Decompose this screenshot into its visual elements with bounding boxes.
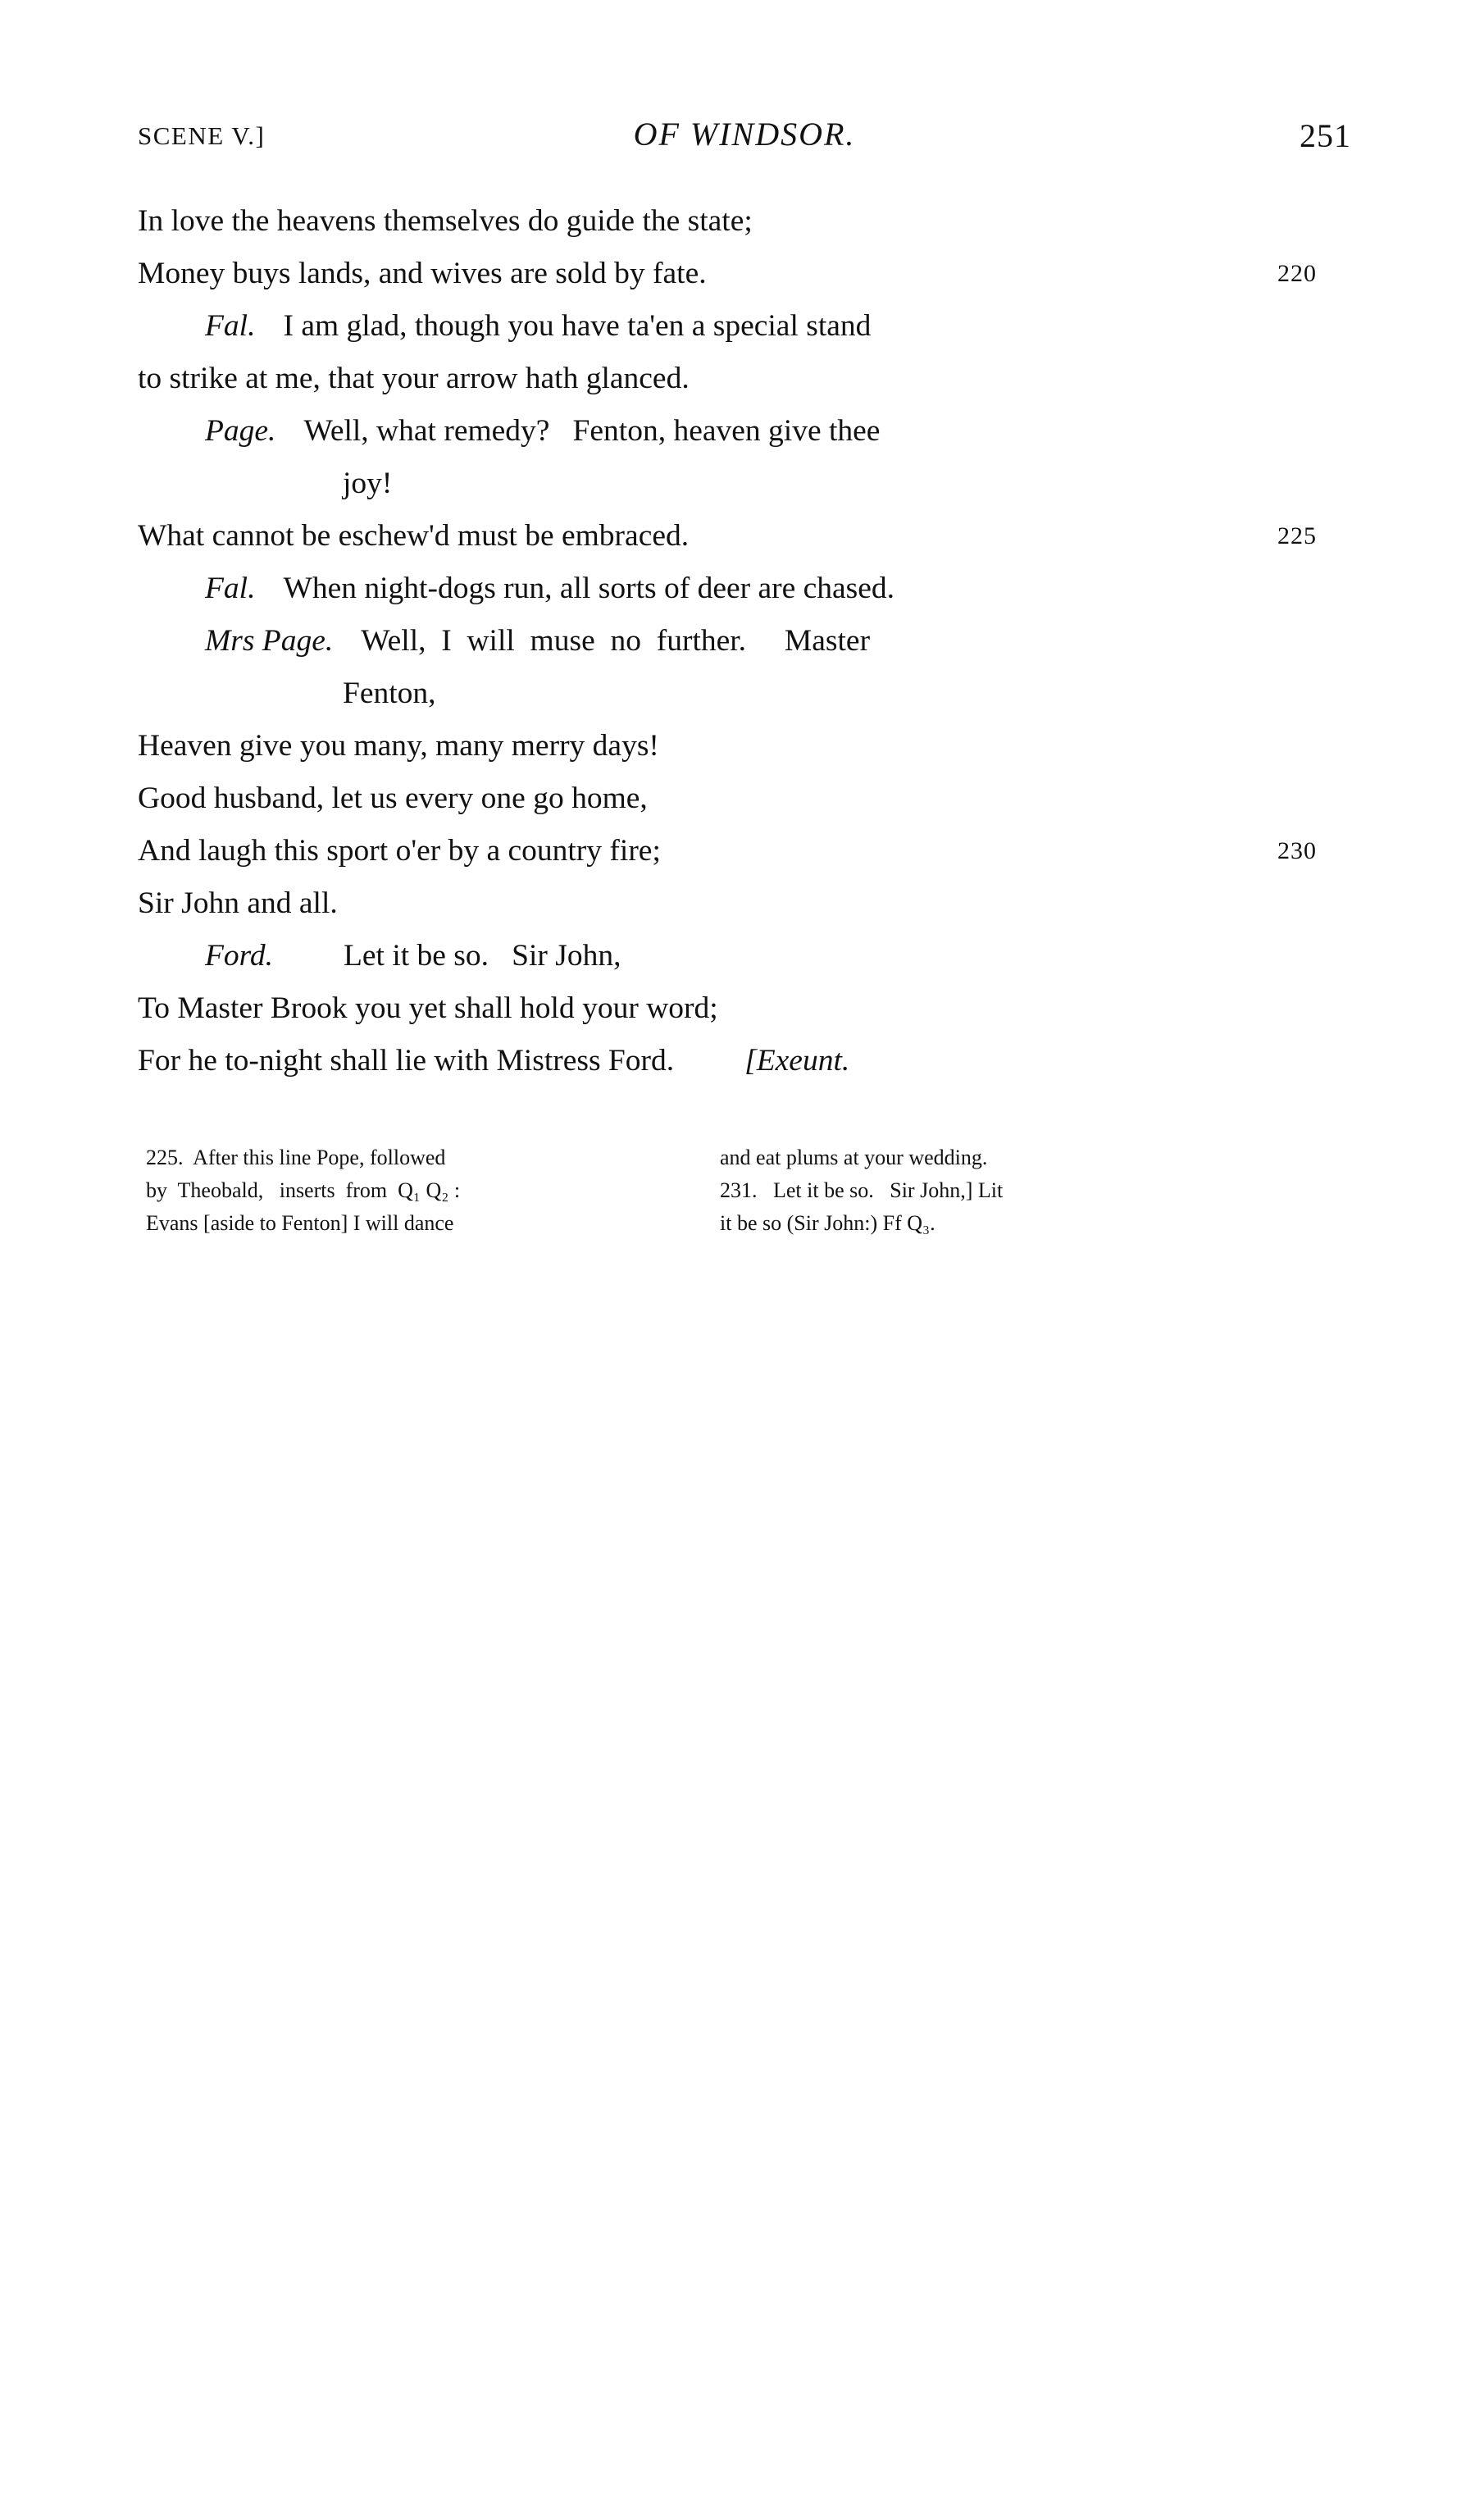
verse-text: to strike at me, that your arrow hath glanced. [138,362,690,395]
running-head [138,115,1351,164]
scene-marker: SCENE V.] [138,121,266,150]
verse-body [138,195,1317,1087]
verse-line [138,458,1286,510]
line-number: 230 [1277,837,1317,864]
verse-line [138,982,1286,1035]
verse-line [138,877,1286,930]
verse-line [138,825,1317,877]
note-line: by Theobald, inserts from Q₁ Q₂ : [146,1178,461,1202]
note-line: Evans [aside to Fenton] I will dance [146,1211,454,1235]
notes-column-left [146,1141,687,1240]
verse-text: Good husband, let us every one go home, [138,781,648,815]
page-title: OF WINDSOR. [633,116,856,153]
verse-line [138,930,1286,982]
note-line: it be so (Sir John:) Ff Q₃. [720,1211,935,1235]
stage-direction: [Exeunt. [744,1044,850,1078]
verse-text: Money buys lands, and wives are sold by fate. [138,257,707,290]
speech-prefix: Ford. [205,939,273,973]
verse-text: Let it be so. Sir John, [343,939,621,973]
verse-line [138,248,1317,300]
speech-prefix: Fal. [205,309,256,343]
verse-text: joy! [343,467,393,500]
verse-text: Well, what remedy? Fenton, heaven give thee [303,414,881,448]
verse-text: For he to-night shall lie with Mistress Ford. [138,1044,675,1078]
verse-line [138,510,1317,563]
verse-text: When night-dogs run, all sorts of deer are chased. [283,572,895,605]
verse-line [138,300,1286,353]
speech-prefix: Mrs Page. [205,624,334,658]
verse-line [138,615,1286,668]
verse-line [138,405,1286,458]
verse-line [138,563,1286,615]
line-number: 220 [1277,260,1317,287]
verse-line [138,720,1286,772]
note-line: and eat plums at your wedding. [720,1146,988,1169]
page-number: 251 [1300,117,1351,154]
verse-text: To Master Brook you yet shall hold your word; [138,991,718,1025]
verse-text: What cannot be eschew'd must be embraced. [138,519,690,553]
verse-text: Sir John and all. [138,886,338,920]
verse-text: Heaven give you many, many merry days! [138,729,659,763]
verse-line [138,195,1286,248]
verse-line [138,1035,1286,1087]
verse-text: I am glad, though you have ta'en a special stand [283,309,872,343]
verse-line [138,353,1286,405]
verse-line [138,668,1286,720]
verse-text: And laugh this sport o'er by a country fire; [138,834,661,868]
verse-line [138,772,1286,825]
note-line: 231. Let it be so. Sir John,] Lit [720,1178,1004,1202]
verse-text: Fenton, [343,677,436,710]
speech-prefix: Fal. [205,572,256,605]
note-line: 225. After this line Pope, followed [146,1146,446,1169]
notes-column-right [720,1141,1277,1240]
line-number: 225 [1277,522,1317,549]
speech-prefix: Page. [205,414,276,448]
verse-text: Well, I will muse no further. Master [361,624,871,658]
verse-text: In love the heavens themselves do guide the state; [138,204,753,238]
